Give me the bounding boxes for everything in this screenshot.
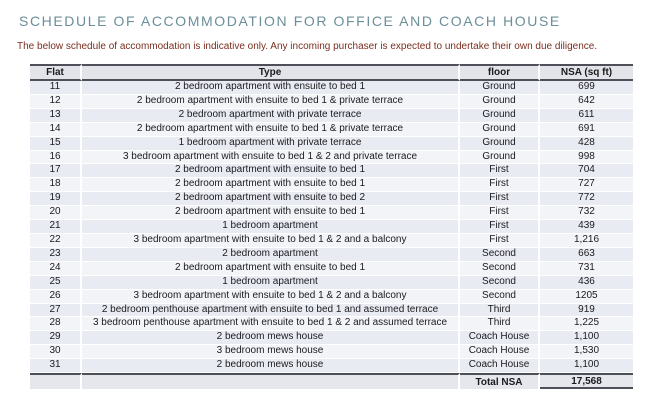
table-row [30,109,633,123]
table-cell: First [460,220,540,234]
table-cell: 699 [540,81,633,95]
disclaimer-text: The below schedule of accommodation is indicative only. Any incoming purchaser is expected to undertake their own due diligence. [17,41,598,52]
table-cell: Ground [460,95,540,109]
table-cell: 3 bedroom apartment with ensuite to bed 1 & 2 and a balcony [82,234,460,248]
table-cell: Second [460,290,540,304]
table-row [30,290,633,304]
table-cell: 2 bedroom apartment with ensuite to bed 1 [82,262,460,276]
column-header-type: Type [82,64,460,81]
table-cell: 691 [540,123,633,137]
column-header-flat: Flat [30,64,82,81]
table-cell: 1,530 [540,345,633,359]
table-cell: 2 bedroom apartment with private terrace [82,109,460,123]
accommodation-schedule-table [30,64,633,389]
table-cell: First [460,178,540,192]
table-cell: 731 [540,262,633,276]
table-row [30,192,633,206]
page-title: SCHEDULE OF ACCOMMODATION FOR OFFICE AND COACH HOUSE [19,13,561,29]
table-row [30,95,633,109]
total-nsa-value: 17,568 [540,373,633,389]
total-empty-flat-cell [30,373,82,389]
table-cell: 772 [540,192,633,206]
table-cell: 1205 [540,290,633,304]
table-cell: 727 [540,178,633,192]
table-cell: 23 [30,248,82,262]
table-row [30,331,633,345]
table-cell: Second [460,276,540,290]
column-header-floor: floor [460,64,540,81]
table-cell: Ground [460,81,540,95]
table-cell: 998 [540,151,633,165]
table-cell: Ground [460,137,540,151]
table-cell: 1 bedroom apartment with private terrace [82,137,460,151]
table-cell: Third [460,304,540,318]
table-row [30,345,633,359]
table-cell: 2 bedroom apartment with ensuite to bed 1 & private terrace [82,95,460,109]
table-cell: Third [460,317,540,331]
table-cell: 19 [30,192,82,206]
table-cell: 1,225 [540,317,633,331]
table-row [30,151,633,165]
table-cell: Coach House [460,359,540,373]
table-cell: 611 [540,109,633,123]
table-cell: 663 [540,248,633,262]
table-cell: 28 [30,317,82,331]
table-footer [30,373,633,389]
table-cell: 15 [30,137,82,151]
table-row [30,137,633,151]
table-cell: Coach House [460,345,540,359]
table-cell: 2 bedroom apartment with ensuite to bed 1 [82,81,460,95]
table-cell: Second [460,248,540,262]
table-cell: Ground [460,123,540,137]
table-row [30,220,633,234]
table-cell: 704 [540,164,633,178]
table-cell: 642 [540,95,633,109]
table-row [30,359,633,373]
table-cell: 31 [30,359,82,373]
table-cell: 1,100 [540,331,633,345]
table-cell: 2 bedroom apartment with ensuite to bed 1 [82,178,460,192]
table-cell: 2 bedroom apartment with ensuite to bed 2 [82,192,460,206]
table-cell: 27 [30,304,82,318]
table-cell: 1,100 [540,359,633,373]
table-cell: First [460,164,540,178]
table-cell: 13 [30,109,82,123]
table-cell: 2 bedroom penthouse apartment with ensuite to bed 1 and assumed terrace [82,304,460,318]
table-row [30,304,633,318]
table-cell: Coach House [460,331,540,345]
table-cell: 3 bedroom apartment with ensuite to bed 1 & 2 and a balcony [82,290,460,304]
total-empty-type-cell [82,373,460,389]
table-cell: 2 bedroom apartment with ensuite to bed 1 & private terrace [82,123,460,137]
table-cell: 428 [540,137,633,151]
table-row [30,81,633,95]
table-cell: 29 [30,331,82,345]
table-cell: 18 [30,178,82,192]
table-cell: 2 bedroom apartment [82,248,460,262]
table-body [30,81,633,373]
table-cell: 3 bedroom penthouse apartment with ensuite to bed 1 & 2 and assumed terrace [82,317,460,331]
table-cell: 436 [540,276,633,290]
table-cell: 1 bedroom apartment [82,276,460,290]
table-cell: Ground [460,109,540,123]
table-cell: Ground [460,151,540,165]
total-row [30,373,633,389]
table-cell: 25 [30,276,82,290]
table-row [30,206,633,220]
table-cell: 12 [30,95,82,109]
table-cell: 439 [540,220,633,234]
header-row [30,64,633,81]
table-cell: 30 [30,345,82,359]
table-cell: 2 bedroom apartment with ensuite to bed 1 [82,206,460,220]
table-cell: Second [460,262,540,276]
table-row [30,262,633,276]
table-cell: 16 [30,151,82,165]
column-header-nsa: NSA (sq ft) [540,64,633,81]
table-row [30,178,633,192]
table-cell: 3 bedroom apartment with ensuite to bed 1 & 2 and private terrace [82,151,460,165]
table-cell: 26 [30,290,82,304]
table-cell: 1 bedroom apartment [82,220,460,234]
table-row [30,248,633,262]
table-cell: 14 [30,123,82,137]
table-cell: 919 [540,304,633,318]
table-row [30,234,633,248]
table-cell: First [460,206,540,220]
table-cell: 21 [30,220,82,234]
table-cell: First [460,192,540,206]
table-row [30,123,633,137]
table-row [30,164,633,178]
table-cell: 22 [30,234,82,248]
table-cell: 2 bedroom mews house [82,331,460,345]
table-cell: 2 bedroom mews house [82,359,460,373]
table-cell: 3 bedroom mews house [82,345,460,359]
table-row [30,317,633,331]
table-row [30,276,633,290]
table-cell: 17 [30,164,82,178]
table-cell: 2 bedroom apartment with ensuite to bed 1 [82,164,460,178]
table-cell: 24 [30,262,82,276]
total-nsa-label: Total NSA [460,373,540,389]
table-cell: 20 [30,206,82,220]
table-cell: 732 [540,206,633,220]
table-cell: First [460,234,540,248]
table-cell: 1,216 [540,234,633,248]
table-header [30,64,633,81]
table-cell: 11 [30,81,82,95]
